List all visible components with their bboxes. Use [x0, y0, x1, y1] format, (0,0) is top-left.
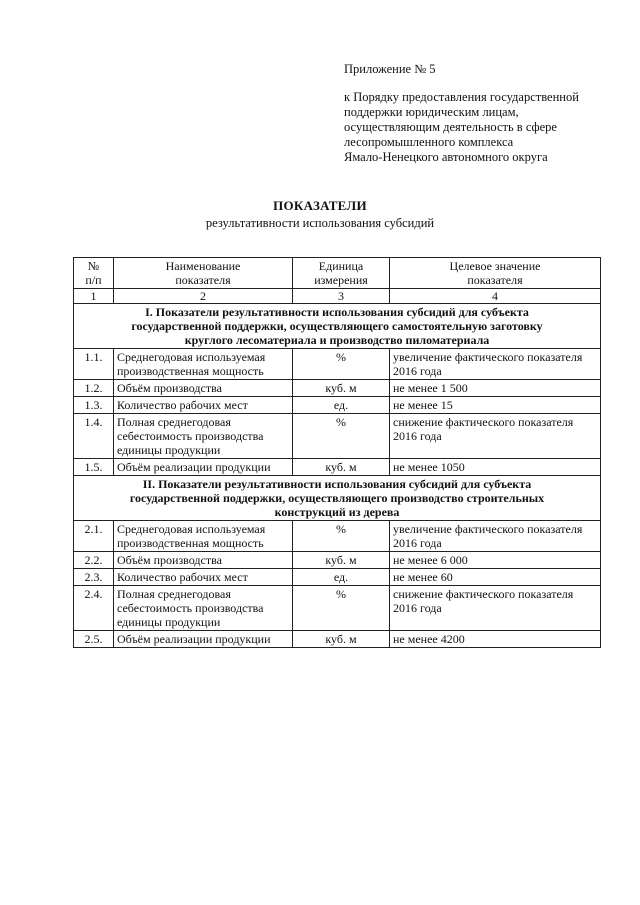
row-number: 2.4. — [74, 586, 114, 631]
section-title: II. Показатели результативности использования субсидий для субъекта государственной поддержки, осуществляющего производство строительных конструкций из дерева — [74, 476, 601, 521]
column-numbers-row — [74, 289, 601, 304]
indicator-name: Количество рабочих мест — [114, 569, 293, 586]
table-row — [74, 552, 601, 569]
appendix-line: лесопромышленного комплекса — [344, 135, 514, 149]
target-value: снижение фактического показателя 2016 года — [390, 586, 601, 631]
document-heading — [0, 198, 640, 231]
table-row — [74, 380, 601, 397]
section-header-row — [74, 304, 601, 349]
unit-of-measure: % — [293, 521, 390, 552]
unit-of-measure: % — [293, 586, 390, 631]
target-value: не менее 1 500 — [390, 380, 601, 397]
column-number: 1 — [74, 289, 114, 304]
target-value: не менее 1050 — [390, 459, 601, 476]
column-number: 3 — [293, 289, 390, 304]
indicator-name: Количество рабочих мест — [114, 397, 293, 414]
column-number: 4 — [390, 289, 601, 304]
table-row — [74, 586, 601, 631]
target-value: увеличение фактического показателя 2016 года — [390, 349, 601, 380]
table-row — [74, 414, 601, 459]
target-value: снижение фактического показателя 2016 года — [390, 414, 601, 459]
appendix-block — [344, 62, 579, 165]
appendix-number: Приложение № 5 — [344, 62, 436, 76]
unit-of-measure: куб. м — [293, 380, 390, 397]
section-title: I. Показатели результативности использования субсидий для субъекта государственной поддержки, осуществляющего самостоятельную заготовку круглого лесоматериала и производство пиломатериала — [74, 304, 601, 349]
document-subtitle: результативности использования субсидий — [205, 216, 435, 230]
target-value: не менее 6 000 — [390, 552, 601, 569]
target-value: не менее 4200 — [390, 631, 601, 648]
target-value: увеличение фактического показателя 2016 года — [390, 521, 601, 552]
unit-of-measure: % — [293, 414, 390, 459]
indicator-name: Среднегодовая используемая производственная мощность — [114, 349, 293, 380]
appendix-line: осуществляющим деятельность в сфере — [344, 120, 557, 134]
table-row — [74, 569, 601, 586]
indicators-table — [73, 257, 601, 648]
row-number: 2.3. — [74, 569, 114, 586]
table-row — [74, 349, 601, 380]
target-value: не менее 60 — [390, 569, 601, 586]
appendix-line: к Порядку предоставления государственной — [344, 90, 579, 104]
table-row — [74, 631, 601, 648]
header-unit: Единица измерения — [293, 258, 390, 289]
header-number: № п/п — [74, 258, 114, 289]
appendix-line: Ямало-Ненецкого автономного округа — [344, 150, 548, 164]
indicator-name: Объём производства — [114, 552, 293, 569]
document-title: ПОКАЗАТЕЛИ — [273, 198, 367, 213]
indicator-name: Полная среднегодовая себестоимость производства единицы продукции — [114, 586, 293, 631]
indicator-name: Среднегодовая используемая производственная мощность — [114, 521, 293, 552]
table-row — [74, 459, 601, 476]
row-number: 1.2. — [74, 380, 114, 397]
unit-of-measure: ед. — [293, 397, 390, 414]
row-number: 2.1. — [74, 521, 114, 552]
unit-of-measure: ед. — [293, 569, 390, 586]
indicator-name: Объём реализации продукции — [114, 459, 293, 476]
row-number: 1.5. — [74, 459, 114, 476]
row-number: 1.3. — [74, 397, 114, 414]
table-header-row — [74, 258, 601, 289]
unit-of-measure: % — [293, 349, 390, 380]
row-number: 2.5. — [74, 631, 114, 648]
unit-of-measure: куб. м — [293, 552, 390, 569]
header-name: Наименование показателя — [114, 258, 293, 289]
section-header-row — [74, 476, 601, 521]
column-number: 2 — [114, 289, 293, 304]
indicator-name: Объём производства — [114, 380, 293, 397]
target-value: не менее 15 — [390, 397, 601, 414]
row-number: 1.4. — [74, 414, 114, 459]
table-row — [74, 521, 601, 552]
unit-of-measure: куб. м — [293, 459, 390, 476]
row-number: 2.2. — [74, 552, 114, 569]
appendix-line: поддержки юридическим лицам, — [344, 105, 519, 119]
indicator-name: Полная среднегодовая себестоимость производства единицы продукции — [114, 414, 293, 459]
unit-of-measure: куб. м — [293, 631, 390, 648]
header-target: Целевое значение показателя — [390, 258, 601, 289]
row-number: 1.1. — [74, 349, 114, 380]
table-row — [74, 397, 601, 414]
indicator-name: Объём реализации продукции — [114, 631, 293, 648]
